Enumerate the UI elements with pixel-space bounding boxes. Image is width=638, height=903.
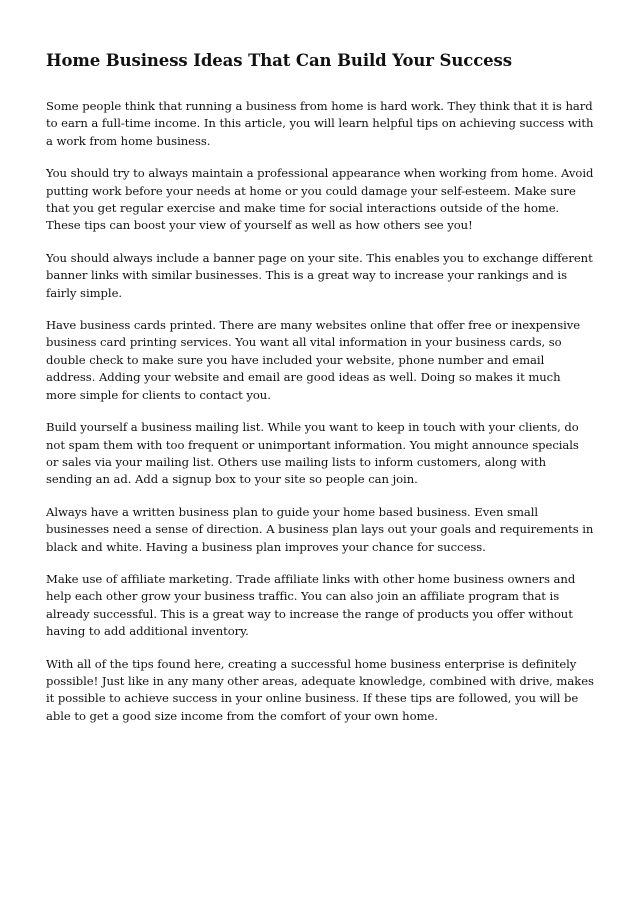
document-page <box>46 50 594 740</box>
paragraph-4: Have business cards printed. There are many websites online that offer free or inexpensive business card printing services. You want all vital information in your business cards, so double check to make sure you have included your website, phone number and email address. Adding your website and email are good ideas as well. Doing so makes it much more simple for clients to contact you. <box>46 318 581 402</box>
paragraph-2: You should try to always maintain a professional appearance when working from home. Avoid putting work before your needs at home or you could damage your self-esteem. Make sure that you get regular exercise and make time for social interactions outside of the home. These tips can boost your view of yourself as well as how others see you! <box>46 166 594 233</box>
paragraph-8: With all of the tips found here, creating a successful home business enterprise is definitely possible! Just like in any many other areas, adequate knowledge, combined with drive, makes it possible to achieve success in your online business. If these tips are followed, you will be able to get a good size income from the comfort of your own home. <box>46 656 594 723</box>
paragraph-3: You should always include a banner page on your site. This enables you to exchange different banner links with similar businesses. This is a great way to increase your rankings and is fairly simple. <box>46 250 593 300</box>
document-title: Home Business Ideas That Can Build Your Success <box>46 51 512 70</box>
paragraph-6: Always have a written business plan to guide your home based business. Even small businesses need a sense of direction. A business plan lays out your goals and requirements in black and white. Having a business plan improves your chance for success. <box>46 504 594 554</box>
paragraph-1: Some people think that running a business from home is hard work. They think that it is hard to earn a full-time income. In this article, you will learn helpful tips on achieving success with a work from home business. <box>46 99 594 148</box>
paragraph-7: Make use of affiliate marketing. Trade affiliate links with other home business owners and help each other grow your business traffic. You can also join an affiliate program that is already successful. This is a great way to increase the range of products you offer without having to add additional inventory. <box>46 571 576 639</box>
paragraph-5: Build yourself a business mailing list. While you want to keep in touch with your clients, do not spam them with too frequent or unimportant information. You might announce specials or sales via your mailing list. Others use mailing lists to inform customers, along with sending an ad. Add a signup box to your site so people can join. <box>46 420 579 487</box>
